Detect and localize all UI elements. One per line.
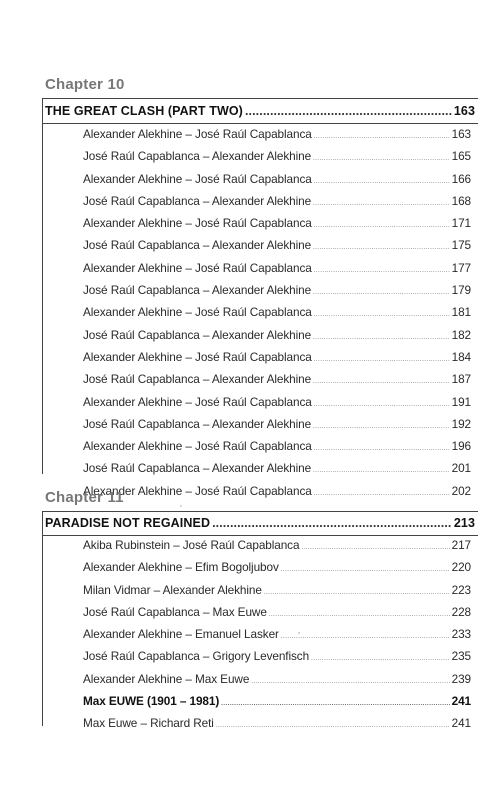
- toc-entry[interactable]: [83, 627, 471, 649]
- dot-leader: [313, 290, 450, 296]
- toc-entry-title: Alexander Alekhine – Emanuel Lasker: [83, 627, 279, 642]
- toc-entry[interactable]: [83, 395, 471, 417]
- toc-entry[interactable]: [83, 328, 471, 350]
- toc-entry[interactable]: [83, 672, 471, 694]
- dot-leader: [314, 402, 450, 408]
- section-left-rule: [42, 98, 43, 474]
- section-title-row[interactable]: [45, 104, 475, 118]
- section-top-rule: [42, 98, 478, 99]
- dot-leader: [216, 723, 450, 729]
- toc-entry-title: José Raúl Capablanca – Alexander Alekhine: [83, 238, 312, 253]
- toc-entry-title: Akiba Rubinstein – José Raúl Capablanca: [83, 538, 300, 552]
- toc-entry-page: 192: [451, 416, 471, 431]
- chapter-heading: Chapter 10: [45, 76, 125, 93]
- toc-entry[interactable]: [83, 605, 471, 627]
- dot-leader: [314, 357, 450, 363]
- toc-entry-page: 168: [451, 193, 471, 208]
- toc-entry-title: Alexander Alekhine – José Raúl Capablanca: [83, 349, 312, 364]
- section-page: 213: [453, 516, 475, 530]
- dot-leader: [313, 156, 450, 162]
- toc-entry-page: 233: [451, 627, 471, 642]
- toc-entry-title: José Raúl Capablanca – Alexander Alekhine: [83, 372, 312, 387]
- toc-entry-page: 220: [451, 560, 471, 575]
- toc-entry-page: 163: [451, 127, 471, 141]
- toc-entry-title: José Raúl Capablanca – Alexander Alekhine: [83, 327, 312, 342]
- toc-entry-title: José Raúl Capablanca – Alexander Alekhine: [83, 416, 312, 431]
- toc-entry-title: Max EUWE (1901 – 1981): [83, 694, 220, 709]
- toc-entry-page: 165: [451, 149, 471, 164]
- toc-entry-page: 187: [451, 372, 471, 387]
- dot-leader: [314, 446, 450, 452]
- toc-entry[interactable]: [83, 350, 471, 372]
- scan-speck: [298, 632, 300, 634]
- toc-entry-page: 182: [451, 327, 471, 342]
- toc-entry[interactable]: [83, 538, 471, 560]
- toc-entry-page: 201: [451, 461, 471, 476]
- toc-entry[interactable]: [83, 127, 471, 149]
- toc-entry[interactable]: [83, 417, 471, 439]
- toc-entry[interactable]: [83, 216, 471, 238]
- toc-entry[interactable]: [83, 560, 471, 582]
- section-page: 163: [453, 104, 475, 118]
- toc-entry-page: 196: [451, 439, 471, 454]
- scan-speck: [180, 505, 182, 507]
- toc-entry-page: 177: [451, 260, 471, 275]
- toc-entry-page: 166: [451, 171, 471, 186]
- dot-leader: [245, 104, 452, 118]
- dot-leader: [314, 491, 450, 497]
- dot-leader: [281, 567, 450, 573]
- chapter11-entry-list: [83, 538, 471, 739]
- toc-entry-page: 228: [451, 604, 471, 619]
- dot-leader: [314, 223, 450, 229]
- toc-entry[interactable]: [83, 694, 471, 716]
- toc-entry-title: Alexander Alekhine – José Raúl Capablanca: [83, 305, 312, 320]
- dot-leader: [313, 424, 450, 430]
- dot-leader: [212, 516, 452, 530]
- toc-entry-page: 239: [451, 671, 471, 686]
- toc-entry-title: José Raúl Capablanca – Max Euwe: [83, 604, 267, 619]
- toc-entry-page: 181: [451, 305, 471, 320]
- toc-entry[interactable]: [83, 649, 471, 671]
- toc-entry-title: José Raúl Capablanca – Alexander Alekhine: [83, 149, 312, 164]
- toc-entry-title: Alexander Alekhine – José Raúl Capablanca: [83, 127, 312, 141]
- toc-entry[interactable]: [83, 716, 471, 738]
- section-top-rule: [42, 511, 478, 512]
- toc-entry[interactable]: [83, 172, 471, 194]
- chapter10-entry-list: [83, 127, 471, 506]
- dot-leader: [311, 656, 450, 662]
- dot-leader: [313, 245, 450, 251]
- section-bottom-rule: [42, 123, 478, 124]
- toc-entry[interactable]: [83, 194, 471, 216]
- toc-entry-page: 241: [451, 694, 471, 709]
- toc-entry-title: Alexander Alekhine – Max Euwe: [83, 671, 250, 686]
- toc-entry-title: Alexander Alekhine – José Raúl Capablanca: [83, 171, 312, 186]
- dot-leader: [313, 335, 450, 341]
- dot-leader: [264, 590, 450, 596]
- toc-entry[interactable]: [83, 238, 471, 260]
- toc-entry-title: Alexander Alekhine – José Raúl Capablanca: [83, 394, 312, 409]
- toc-entry-title: Alexander Alekhine – José Raúl Capablanca: [83, 483, 312, 498]
- toc-entry-title: Alexander Alekhine – José Raúl Capablanca: [83, 216, 312, 231]
- toc-entry[interactable]: [83, 583, 471, 605]
- toc-entry-title: José Raúl Capablanca – Alexander Alekhine: [83, 193, 312, 208]
- section-title-row[interactable]: [45, 516, 475, 530]
- toc-entry-title: Alexander Alekhine – José Raúl Capablanca: [83, 260, 312, 275]
- toc-entry[interactable]: [83, 484, 471, 506]
- dot-leader: [301, 545, 449, 551]
- dot-leader: [314, 179, 450, 185]
- toc-entry-page: 241: [451, 716, 471, 731]
- dot-leader: [251, 679, 449, 685]
- toc-entry-title: José Raúl Capablanca – Alexander Alekhine: [83, 283, 312, 298]
- toc-entry-page: 179: [451, 283, 471, 298]
- toc-entry-page: 202: [451, 483, 471, 498]
- dot-leader: [314, 312, 450, 318]
- toc-entry-page: 191: [451, 394, 471, 409]
- toc-entry-page: 175: [451, 238, 471, 253]
- dot-leader: [269, 612, 450, 618]
- toc-entry-title: José Raúl Capablanca – Grigory Levenfisch: [83, 649, 310, 664]
- dot-leader: [281, 634, 450, 640]
- section-bottom-rule: [42, 535, 478, 536]
- toc-entry-title: Alexander Alekhine – José Raúl Capablanca: [83, 439, 312, 454]
- toc-entry[interactable]: [83, 439, 471, 461]
- section-left-rule: [42, 511, 43, 726]
- dot-leader: [314, 134, 450, 140]
- section-title: THE GREAT CLASH (PART TWO): [45, 104, 243, 118]
- dot-leader: [221, 701, 449, 707]
- section-title: PARADISE NOT REGAINED: [45, 516, 211, 530]
- toc-entry-page: 171: [451, 216, 471, 231]
- dot-leader: [313, 379, 450, 385]
- toc-entry[interactable]: [83, 461, 471, 483]
- toc-entry[interactable]: [83, 261, 471, 283]
- toc-entry-title: Max Euwe – Richard Reti: [83, 716, 214, 731]
- toc-entry[interactable]: [83, 372, 471, 394]
- dot-leader: [313, 201, 450, 207]
- toc-entry-title: Alexander Alekhine – Efim Bogoljubov: [83, 560, 279, 575]
- toc-entry-page: 223: [451, 582, 471, 597]
- toc-entry-page: 235: [451, 649, 471, 664]
- toc-entry-page: 184: [451, 349, 471, 364]
- chapter-heading: Chapter 11: [45, 489, 124, 506]
- toc-entry[interactable]: [83, 283, 471, 305]
- dot-leader: [313, 468, 450, 474]
- dot-leader: [314, 268, 450, 274]
- toc-entry[interactable]: [83, 305, 471, 327]
- toc-entry[interactable]: [83, 149, 471, 171]
- toc-entry-page: 217: [451, 538, 471, 552]
- toc-entry-title: Milan Vidmar – Alexander Alekhine: [83, 582, 262, 597]
- toc-entry-title: José Raúl Capablanca – Alexander Alekhine: [83, 461, 312, 476]
